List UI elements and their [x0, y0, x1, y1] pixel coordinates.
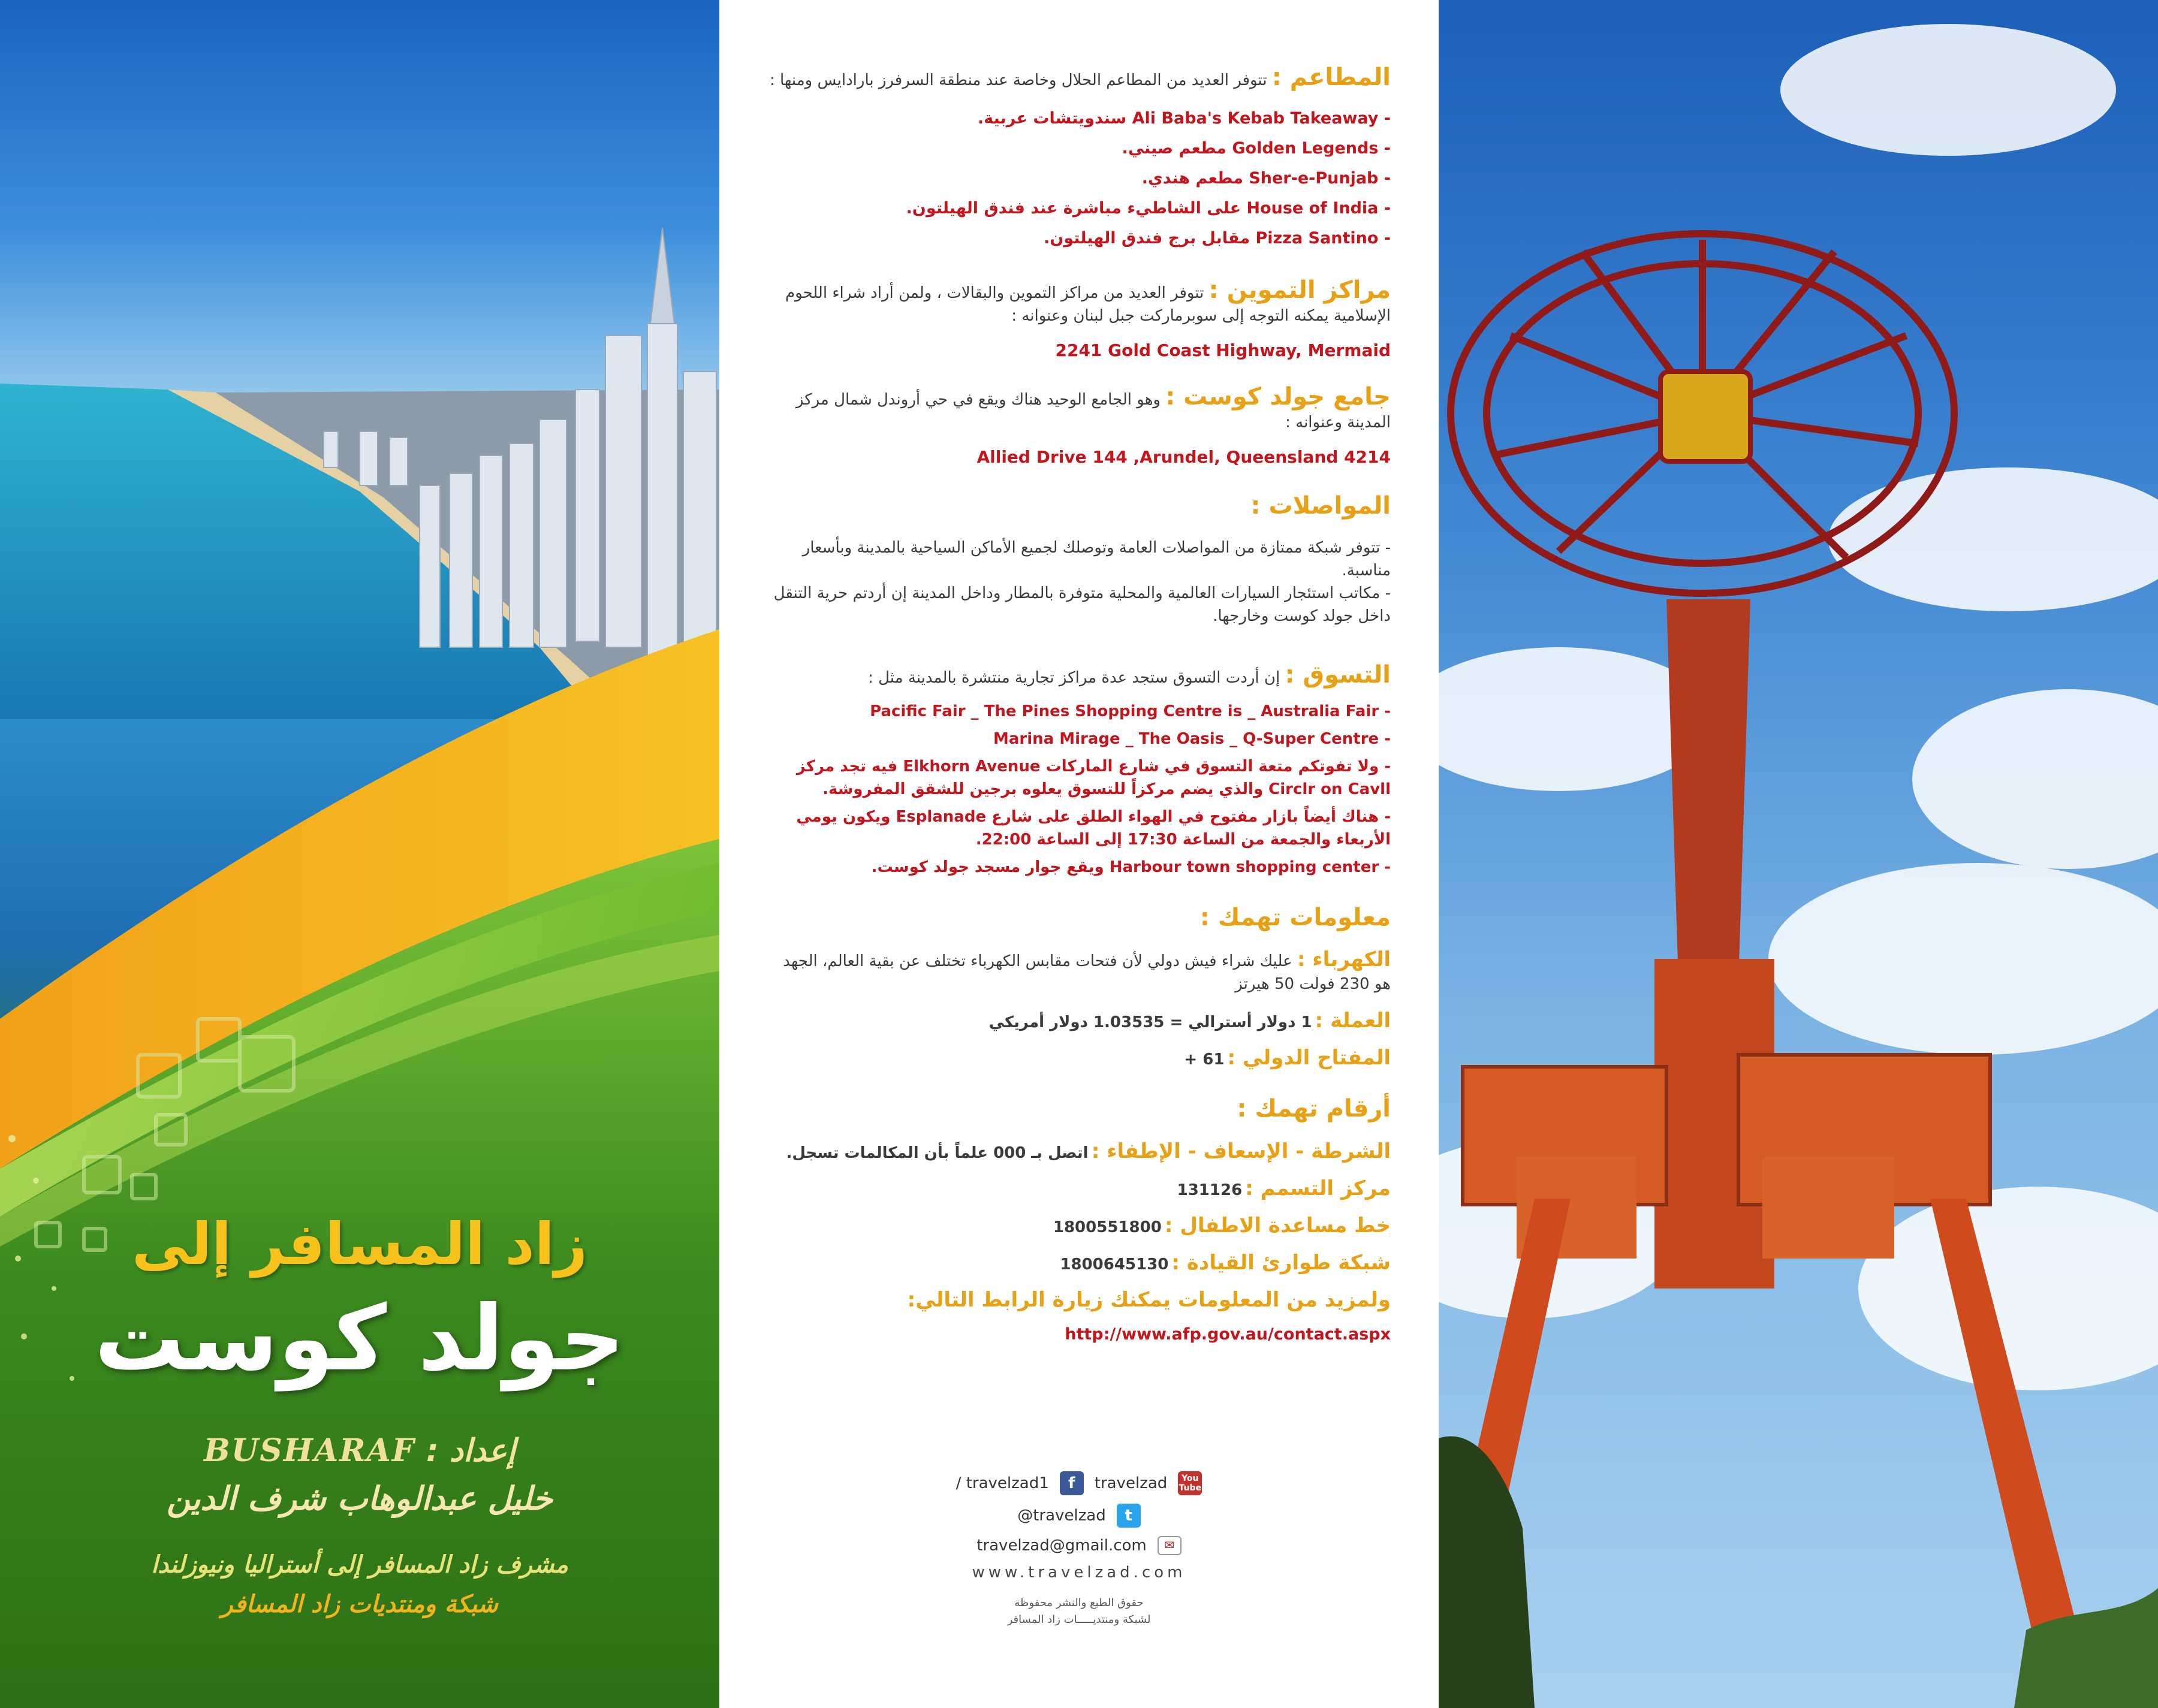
- transport-section: [767, 492, 1391, 627]
- twitter-icon[interactable]: t: [1117, 1504, 1141, 1528]
- shopping-item: - ولا تفوتكم متعة التسوق في شارع الماركات Elkhorn Avenue فيه تجد مركز Circlr on Cavll والذي يضم مركزاً للتسوق يعلوه برجين للشقق المفروشة.: [796, 758, 1391, 798]
- dial-code-label: المفتاح الدولي :: [1227, 1046, 1391, 1070]
- restaurant-item: - Sher-e-Punjab مطعم هندي.: [1141, 169, 1391, 188]
- author-latin-name: BUSHARAF: [203, 1432, 415, 1469]
- currency-row: [767, 1009, 1391, 1033]
- supply-section: [767, 276, 1391, 360]
- contact-footer: [719, 1471, 1439, 1628]
- restaurant-item: - Golden Legends مطعم صيني.: [1122, 139, 1391, 158]
- cover-title-line2: جولد كوست: [94, 1287, 625, 1391]
- info-content: [767, 66, 1391, 1369]
- restaurants-heading: المطاعم :: [1271, 64, 1391, 91]
- email-row: [719, 1536, 1439, 1555]
- social-row: [719, 1471, 1439, 1495]
- author-role: مشرف زاد المسافر إلى أستراليا ونيوزلندا: [151, 1551, 568, 1579]
- shopping-section: [767, 663, 1391, 879]
- child-help-row: [767, 1214, 1391, 1238]
- electricity-label: الكهرباء :: [1297, 947, 1391, 971]
- supply-intro-text: تتوفر العديد من مراكز التموين والبقالات ، ولمن أراد شراء اللحوم الإسلامية يمكنه التوجه إلى سوبرماركت جبل لبنان وعنوانه :: [785, 284, 1391, 325]
- youtube-handle[interactable]: travelzad: [1094, 1474, 1168, 1492]
- cover-panel: [0, 0, 719, 1708]
- facebook-icon[interactable]: f: [1060, 1471, 1084, 1495]
- author-network: شبكة ومنتديات زاد المسافر: [221, 1591, 498, 1618]
- transport-line: - مكاتب استئجار السيارات العالمية والمحلية متوفرة بالمطار وداخل المدينة إن أردتم حرية التنقل داخل جولد كوست وخارجها.: [773, 584, 1391, 625]
- currency-label: العملة :: [1315, 1009, 1391, 1033]
- mosque-heading: جامع جولد كوست :: [1165, 383, 1391, 411]
- shopping-item: - هناك أيضاً بازار مفتوح في الهواء الطلق على شارع Esplanade ويكون يومي الأربعاء والجمعة من الساعة 17:30 إلى الساعة 22:00.: [796, 808, 1391, 849]
- electricity-row: [767, 948, 1391, 995]
- ride-photo-panel: [1439, 0, 2158, 1708]
- restaurant-item: - Ali Baba's Kebab Takeaway سندويتشات عربية.: [977, 109, 1391, 128]
- child-help-label: خط مساعدة الاطفال :: [1164, 1214, 1391, 1238]
- poison-row: [767, 1176, 1391, 1200]
- author-name: خليل عبدالوهاب شرف الدين: [167, 1480, 553, 1517]
- shopping-heading: التسوق :: [1285, 661, 1391, 689]
- more-info-row: [767, 1288, 1391, 1312]
- mosque-address: Allied Drive 144 ,Arundel, Queensland 4214: [976, 447, 1391, 467]
- author-prefix: إعداد :: [426, 1433, 516, 1469]
- restaurant-item: - Pizza Santino مقابل برج فندق الهيلتون.: [1044, 229, 1391, 248]
- numbers-heading: أرقام تهمك :: [1237, 1095, 1391, 1122]
- emergency-text: اتصل بـ 000 علماً بأن المكالمات تسجل.: [786, 1144, 1089, 1162]
- afp-link[interactable]: http://www.afp.gov.au/contact.aspx: [1065, 1325, 1391, 1344]
- restaurants-intro: [767, 66, 1391, 92]
- cover-author-block: [0, 1432, 719, 1618]
- facebook-handle[interactable]: / travelzad1: [956, 1474, 1049, 1492]
- currency-text: 1 دولار أسترالي = 1.03535 دولار أمريكي: [988, 1013, 1312, 1031]
- info-panel: [719, 0, 1439, 1708]
- poison-label: مركز التسمم :: [1245, 1176, 1391, 1200]
- poison-number: 131126: [1177, 1181, 1243, 1199]
- supply-intro: [767, 276, 1391, 327]
- electricity-text: عليك شراء فيش دولي لأن فتحات مقابس الكهرباء تختلف عن بقية العالم، الجهد هو 230 فولت 50 هيرتز: [783, 952, 1391, 993]
- road-emergency-label: شبكة طوارئ القيادة :: [1171, 1251, 1391, 1275]
- cover-title-line1: زاد المسافر إلى: [132, 1211, 587, 1278]
- restaurants-intro-text: تتوفر العديد من المطاعم الحلال وخاصة عند منطقة السرفرز بارادايس ومنها :: [769, 71, 1267, 89]
- mosque-intro-text: وهو الجامع الوحيد هناك ويقع في حي أروندل شمال مركز المدينة وعنوانه :: [795, 391, 1391, 431]
- dial-code-text: 61 +: [1184, 1051, 1225, 1069]
- restaurant-item: - House of India على الشاطيء مباشرة عند فندق الهيلتون.: [906, 199, 1391, 218]
- supply-heading: مراكز التموين :: [1208, 276, 1391, 304]
- mosque-section: [767, 385, 1391, 467]
- twitter-handle[interactable]: @travelzad: [1017, 1507, 1106, 1525]
- shopping-item: - Marina Mirage _ The Oasis _ Q-Super Centre: [993, 730, 1391, 748]
- email-address[interactable]: travelzad@gmail.com: [976, 1537, 1147, 1555]
- restaurants-section: [767, 66, 1391, 254]
- mosque-intro: [767, 385, 1391, 434]
- info-heading: معلومات تهمك :: [1199, 904, 1391, 931]
- shopping-intro-text: إن أردت التسوق ستجد عدة مراكز تجارية منتشرة بالمدينة مثل :: [868, 669, 1280, 687]
- road-emergency-number: 1800645130: [1060, 1256, 1169, 1274]
- website-link[interactable]: www.travelzad.com: [972, 1564, 1186, 1582]
- emergency-row: [767, 1139, 1391, 1163]
- more-info-label: ولمزيد من المعلومات يمكنك زيارة الرابط التالي:: [907, 1288, 1391, 1312]
- supply-address: 2241 Gold Coast Highway, Mermaid: [1055, 340, 1391, 360]
- transport-heading: المواصلات :: [1250, 492, 1391, 520]
- emergency-label: الشرطة - الإسعاف - الإطفاء :: [1091, 1139, 1391, 1163]
- author-line: [0, 1432, 719, 1469]
- youtube-icon[interactable]: You Tube: [1178, 1471, 1202, 1495]
- copyright-line: حقوق الطبع والنشر محفوظة: [1014, 1597, 1144, 1609]
- shopping-list: [767, 700, 1391, 879]
- transport-line: - تتوفر شبكة ممتازة من المواصلات العامة وتوصلك لجميع الأماكن السياحية بالمدينة وبأسعار مناسبة.: [802, 539, 1391, 580]
- shopping-intro: [767, 663, 1391, 689]
- restaurants-list: [767, 104, 1391, 254]
- shopping-item: - Harbour town shopping center ويقع جوار مسجد جولد كوست.: [871, 858, 1391, 876]
- copyright-line: لشبكة ومنتديـــــات زاد المسافر: [1007, 1613, 1151, 1626]
- child-help-number: 1800551800: [1053, 1218, 1162, 1236]
- cover-title: [0, 1211, 719, 1389]
- mail-icon[interactable]: ✉: [1158, 1536, 1182, 1555]
- info-section: [767, 904, 1391, 1070]
- dial-code-row: [767, 1046, 1391, 1070]
- numbers-section: [767, 1095, 1391, 1344]
- road-emergency-row: [767, 1251, 1391, 1275]
- amusement-ride-image: [1439, 0, 2158, 1708]
- copyright: [719, 1595, 1439, 1628]
- shopping-item: - Pacific Fair _ The Pines Shopping Centre is _ Australia Fair: [870, 702, 1391, 720]
- twitter-row: [719, 1504, 1439, 1528]
